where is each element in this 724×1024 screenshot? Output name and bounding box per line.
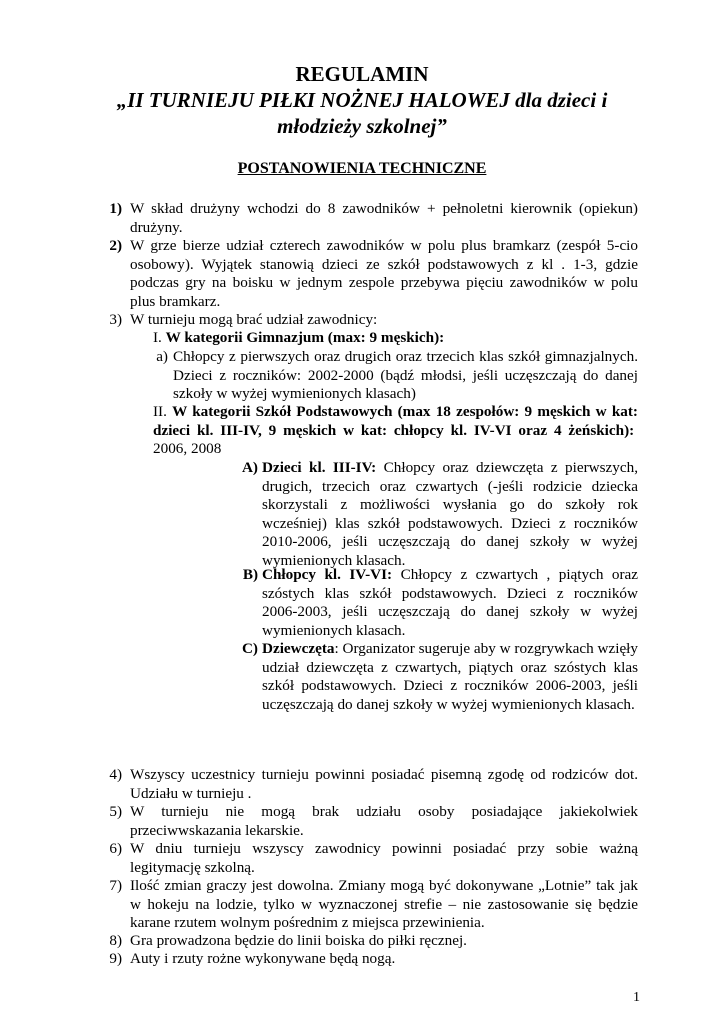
list-item-text: W turnieju nie mogą brak udziału osoby posiadające jakiekolwiek przeciwwskazania lekarskie. [130,803,638,839]
list-item-text: Ilość zmian graczy jest dowolna. Zmiany mogą być dokonywane „Lotnie” tak jak w hokeju na lodzie, tylko w wyznaczonej strefie – nie zastosowanie się będzie karane rzutem wolnym pośrednim z miejsca przewinienia. [130,877,638,932]
document-title: REGULAMIN [295,62,429,86]
sub-item-body [262,566,638,640]
page-number: 1 [633,990,640,1005]
category-prefix: I. [153,329,166,346]
list-item-text: W dniu turnieju wszyscy zawodnicy powinni posiadać przy sobie ważną legitymację szkolną. [130,840,638,876]
sub-item-number: B) [242,566,258,583]
list-item-number: 3) [109,311,122,328]
category-label: W kategorii Szkół Podstawowych (max 18 zespołów: 9 męskich w kat: dzieci kl. III-IV, 9 męskich w kat: chłopcy kl. IV-VI oraz 4 żeńskich): [153,403,638,439]
sub-item-label: Dziewczęta [262,640,335,657]
sub-item-text: Chłopcy oraz dziewczęta z pierwszych, drugich, trzecich oraz czwartych (-jeśli rodzicie dziecka skorzystali z możliwości wysłania go do szkoły rok wcześniej) klas szkół podstawowych. Dzieci z roczników 2010-2006, jeśli uczęszczają do danej szkoły w wyżej wymienionych klasach. [262,459,638,569]
sub-item-text: Chłopcy z pierwszych oraz drugich oraz trzecich klas szkół gimnazjalnych. Dzieci z roczników: 2002-2000 (bądź młodsi, jeśli uczęszczają do danej szkoły w wyżej wymienionych klasach) [173,348,638,403]
category-gimnazjum [153,329,638,348]
sub-item-body [262,459,638,571]
list-item-text: Auty i rzuty rożne wykonywane będą nogą. [130,950,396,967]
category-prefix: II. [153,403,173,420]
list-item-number: 9) [109,950,122,967]
section-heading: POSTANOWIENIA TECHNICZNE [237,160,487,177]
sub-item-label: Chłopcy kl. IV-VI: [262,566,393,583]
list-item-text: W turnieju mogą brać udział zawodnicy: [130,311,378,328]
list-item-number: 7) [109,877,122,894]
sub-item-number: A) [241,459,258,476]
list-item-text: W grze bierze udział czterech zawodników w polu plus bramkarz (zespół 5-cio osobowy). Wyjątek stanowią dzieci ze szkół podstawowych z kl . 1-3, gdzie podczas gry na boisku w jednym zespole przebywa pięciu zawodników w polu plus bramkarz. [130,237,638,310]
list-item-text: Wszyscy uczestnicy turnieju powinni posiadać pisemną zgodę od rodziców dot. Udziału w turnieju . [130,766,638,802]
list-item-number: 1) [109,200,122,217]
sub-item-text: : Organizator sugeruje aby w rozgrywkach wzięły udział dziewczęta z czwartych, piątych oraz szóstych klas szkół podstawowych. Dzieci z roczników 2006-2003, jeśli uczęszczają do danej szkoły w wyżej wymienionych klasach. [262,640,638,713]
list-item-number: 6) [109,840,122,857]
sub-item-body [262,640,638,714]
list-item-text: Gra prowadzona będzie do linii boiska do piłki ręcznej. [130,932,467,949]
category-years: 2006, 2008 [153,440,222,458]
category-label: W kategorii Gimnazjum (max: 9 męskich): [165,329,445,346]
document-subtitle-line1: „II TURNIEJU PIŁKI NOŻNEJ HALOWEJ dla dzieci i [116,88,608,112]
category-szkoly-podstawowe [153,403,638,459]
document-subtitle-line2: młodzieży szkolnej” [277,114,447,138]
sub-item-text: Chłopcy z czwartych , piątych oraz szóstych klas szkół podstawowych. Dzieci z roczników 2006-2003, jeśli uczęszczają do danej szkoły w wyżej wymienionych klasach. [262,566,639,639]
sub-item-label: Dzieci kl. III-IV: [262,459,377,476]
list-item-text: W skład drużyny wchodzi do 8 zawodników + pełnoletni kierownik (opiekun) drużyny. [130,200,638,236]
list-item-number: 2) [109,237,122,254]
list-item-number: 5) [109,803,122,820]
list-item-number: 4) [109,766,122,783]
sub-item-number: a) [156,348,168,365]
sub-item-number: C) [241,640,258,657]
list-item-number: 8) [109,932,122,949]
